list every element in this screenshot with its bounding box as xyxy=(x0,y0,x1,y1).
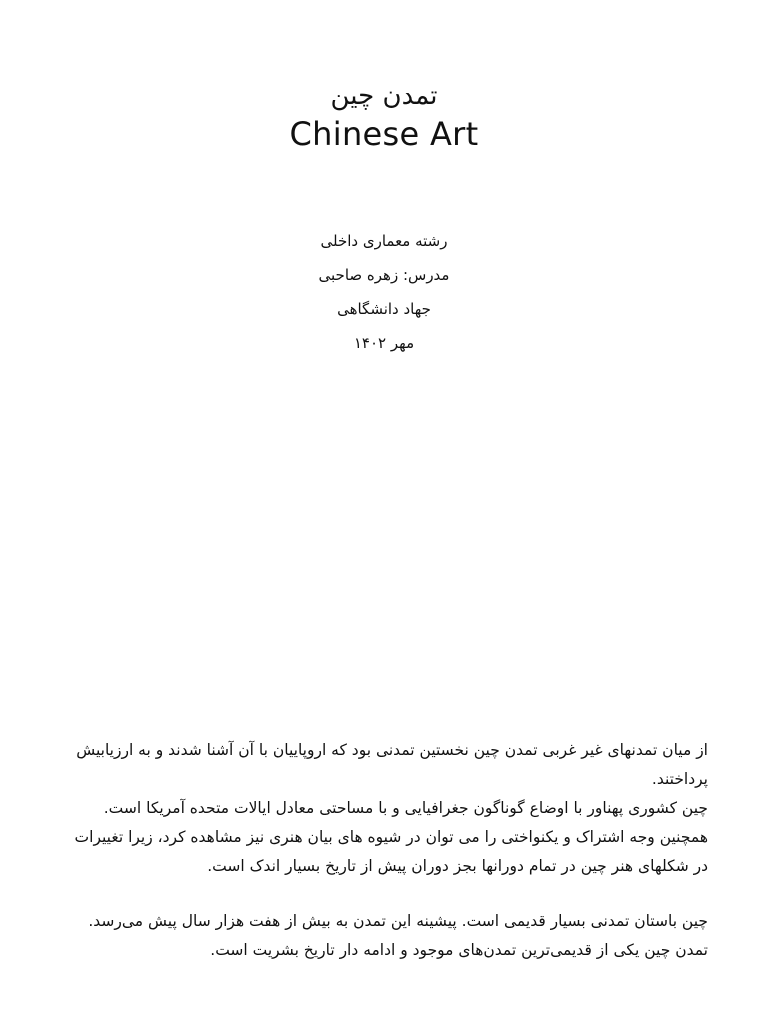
paragraph-geography: چین کشوری پهناور با اوضاع گوناگون جغرافیایی و با مساحتی معادل ایالات متحده آمریکا است. همچنین وجه اشتراک و یکنواختی را می توان در شیوه های بیان هنری نیز مشاهده کرد، زیرا تغییرات در شکلهای هنر چین در تمام دورانها بجز دوران پیش از تاریخ بسیار اندک است. xyxy=(74,799,708,875)
paragraph-history: چین باستان تمدنی بسیار قدیمی است. پیشینه این تمدن به بیش از هفت هزار سال پیش می‌رسد. تمدن چین یکی از قدیمی‌ترین تمدن‌های موجود و ادامه دار تاریخ بشریت است. xyxy=(88,912,708,959)
course-info xyxy=(0,224,768,360)
body-text xyxy=(74,736,708,965)
title-english: Chinese Art xyxy=(289,115,479,153)
field-of-study: رشته معماری داخلی xyxy=(320,232,448,250)
paragraph-gap xyxy=(74,881,708,907)
title-persian: تمدن چین xyxy=(330,81,438,111)
institution-name: جهاد دانشگاهی xyxy=(337,300,431,318)
instructor-name: مدرس: زهره صاحبی xyxy=(318,266,450,284)
document-date: مهر ۱۴۰۲ xyxy=(353,334,415,352)
paragraph-intro: از میان تمدنهای غیر غربی تمدن چین نخستین تمدنی بود که اروپاییان با آن آشنا شدند و به ارزیابیش پرداختند. xyxy=(76,741,708,788)
